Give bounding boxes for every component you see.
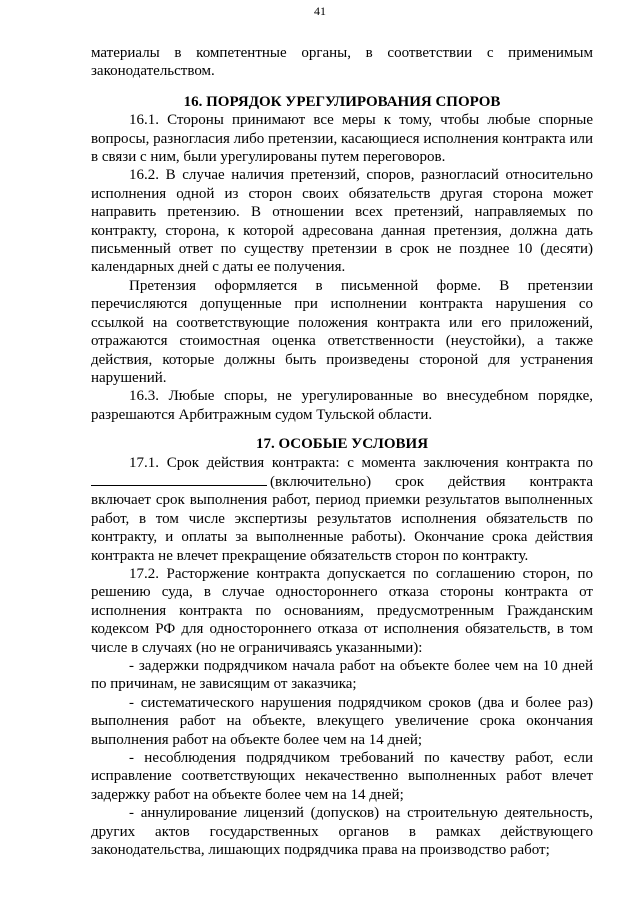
paragraph-17-1 — [91, 454, 593, 565]
paragraph-17-1-rest: (включительно) срок действия контракта включает срок выполнения работ, период приемки результатов выполненных работ, в том числе экспертизы результатов исполнения обязательств по контракту, и оплаты за выполненные работы). Окончание срока действия контракта не влечет прекращение обязательств сторон по контракту. — [91, 473, 593, 564]
paragraph-17-1-start: 17.1. Срок действия контракта: с момента заключения контракта по — [129, 454, 593, 471]
list-item-quality: - несоблюдения подрядчиком требований по качеству работ, если исправление соответствующих некачественно выполненных работ влечет задержку работ на объекте более чем на 14 дней; — [91, 750, 593, 803]
page-number: 41 — [314, 4, 326, 18]
intro-paragraph: материалы в компетентные органы, в соответствии с применимым законодательством. — [91, 45, 593, 80]
list-item-delay: - задержки подрядчиком начала работ на объекте более чем на 10 дней по причинам, не зависящим от заказчика; — [91, 658, 593, 693]
paragraph-16-2: 16.2. В случае наличия претензий, споров, разногласий относительно исполнения одной из сторон своих обязательств другая сторона может направить претензию. В отношении всех претензий, направляемых по контракту, сторона, к которой адресована данная претензия, должна дать письменный ответ по существу претензии в срок не позднее 10 (десяти) календарных дней с даты ее получения. — [91, 167, 593, 276]
section-16-heading: 16. ПОРЯДОК УРЕГУЛИРОВАНИЯ СПОРОВ — [183, 93, 501, 110]
section-17-heading: 17. ОСОБЫЕ УСЛОВИЯ — [255, 436, 429, 453]
paragraph-16-2-claim: Претензия оформляется в письменной форме. В претензии перечисляются допущенные при исполнении контракта нарушения со ссылкой на соответствующие положения контракта или его приложений, отражаются стоимостная оценка ответственности (неустойки), а также действия, которые должны быть произведены стороной для устранения нарушений. — [91, 277, 593, 386]
document-body — [91, 44, 593, 859]
paragraph-16-3: 16.3. Любые споры, не урегулированные во внесудебном порядке, разрешаются Арбитражным судом Тульской области. — [91, 388, 593, 423]
paragraph-17-2: 17.2. Расторжение контракта допускается по соглашению сторон, по решению суда, в случае одностороннего отказа стороны контракта от исполнения контракта по основаниям, предусмотренным Гражданским кодексом РФ для одностороннего отказа от исполнения обязательств, в том числе в случаях (но не ограничиваясь указанными): — [91, 565, 593, 656]
blank-date-field — [91, 472, 267, 486]
paragraph-16-1: 16.1. Стороны принимают все меры к тому, чтобы любые спорные вопросы, разногласия либо претензии, касающиеся исполнения контракта или в связи с ним, были урегулированы путем переговоров. — [91, 112, 593, 166]
list-item-license-revocation: - аннулирование лицензий (допусков) на строительную деятельность, других актов государственных органов в рамках действующего законодательства, лишающих подрядчика права на производство работ; — [91, 805, 593, 859]
list-item-systematic-violation: - систематического нарушения подрядчиком сроков (два и более раз) выполнения работ на объекте, влекущего увеличение срока окончания выполнения работ на объекте более чем на 14 дней; — [91, 694, 593, 748]
